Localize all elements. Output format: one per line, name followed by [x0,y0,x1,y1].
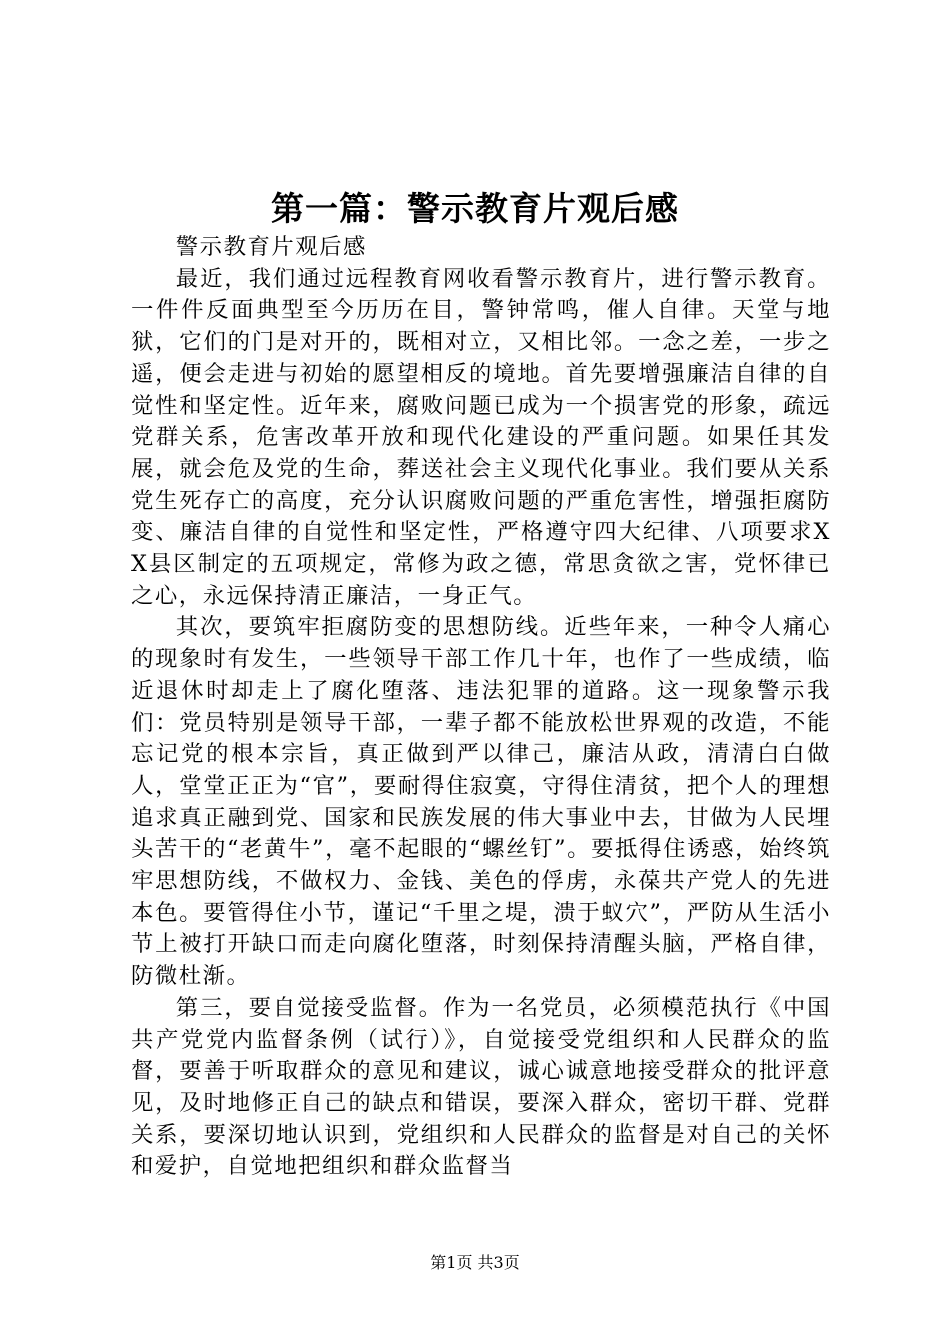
document-body [131,232,831,1183]
paragraph-2: 其次，要筑牢拒腐防变的思想防线。近些年来，一种令人痛心的现象时有发生，一些领导干部工作几十年，也作了一些成绩，临近退休时却走上了腐化堕落、违法犯罪的道路。这一现象警示我们：党员特别是领导干部，一辈子都不能放松世界观的改造，不能忘记党的根本宗旨，真正做到严以律己，廉洁从政，清清白白做人，堂堂正正为“官”，要耐得住寂寞，守得住清贫，把个人的理想追求真正融到党、国家和民族发展的伟大事业中去，甘做为人民埋头苦干的“老黄牛”，毫不起眼的“螺丝钉”。要抵得住诱惑，始终筑牢思想防线，不做权力、金钱、美色的俘虏，永葆共产党人的先进本色。要管得住小节，谨记“千里之堤，溃于蚁穴”，严防从生活小节上被打开缺口而走向腐化堕落，时刻保持清醒头脑，严格自律，防微杜渐。 [131,614,831,990]
page-footer: 第1页 共3页 [430,1253,520,1272]
subtitle-paragraph: 警示教育片观后感 [175,234,367,260]
document-title: 第一篇：警示教育片观后感 [271,189,679,228]
paragraph-3: 第三，要自觉接受监督。作为一名党员，必须模范执行《中国共产党党内监督条例（试行）》，自觉接受党组织和人民群众的监督，要善于听取群众的意见和建议，诚心诚意地接受群众的批评意见，及时地修正自己的缺点和错误，要深入群众，密切干群、党群关系，要深切地认识到，党组织和人民群众的监督是对自己的关怀和爱护，自觉地把组织和群众监督当 [131,994,831,1180]
paragraph-1: 最近，我们通过远程教育网收看警示教育片，进行警示教育。一件件反面典型至今历历在目，警钟常鸣，催人自律。天堂与地狱，它们的门是对开的，既相对立，又相比邻。一念之差，一步之遥，便会走进与初始的愿望相反的境地。首先要增强廉洁自律的自觉性和坚定性。近年来，腐败问题已成为一个损害党的形象，疏远党群关系，危害改革开放和现代化建设的严重问题。如果任其发展，就会危及党的生命，葬送社会主义现代化事业。我们要从关系党生死存亡的高度，充分认识腐败问题的严重危害性，增强拒腐防变、廉洁自律的自觉性和坚定性，严格遵守四大纪律、八项要求XX县区制定的五项规定，常修为政之德，常思贪欲之害，党怀律已之心，永远保持清正廉洁，一身正气。 [131,265,831,609]
